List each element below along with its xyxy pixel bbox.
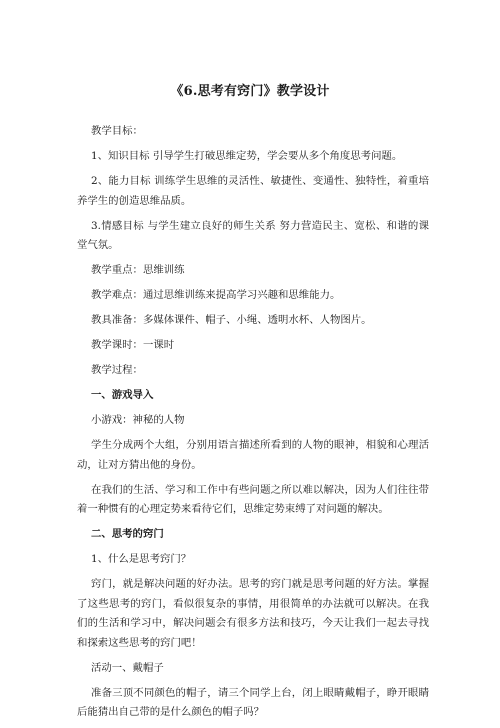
body-paragraph: 窍门，就是解决问题的好办法。思考的窍门就是思考问题的好方法。掌握了这些思考的窍门，看似很复杂的事情，用很简单的办法就可以解决。在我们的生活和学习中，解决问题会有很多方法和技巧，今天让我们一起去寻找和探索这些思考的窍门吧！ [77,578,429,649]
body-paragraph: 教学难点：通过思维训练来提高学习兴趣和思维能力。 [91,289,341,301]
body-paragraph: 教学过程： [91,364,143,376]
body-paragraph: 教学重点：思维训练 [91,264,185,276]
body-paragraph: 活动一、戴帽子 [91,661,164,674]
body-paragraph: 在我们的生活、学习和工作中有些问题之所以难以解决，因为人们往往带着一种惯有的心理定势来看待它们，思维定势束缚了对问题的解决。 [77,483,429,515]
body-paragraph: 准备三顶不同颜色的帽子，请三个同学上台，闭上眼睛戴帽子，睁开眼睛后能猜出自己带的是什么颜色的帽子吗？ [77,686,429,718]
body-paragraph: 教学目标： [91,125,143,137]
section-heading: 二、思考的窍门 [91,528,164,540]
document-title: 《6.思考有窍门》教学设计 [170,84,330,99]
document-body [77,122,429,728]
body-paragraph: 小游戏：神秘的人物 [91,414,185,426]
section-heading: 一、游戏导入 [91,389,154,401]
body-paragraph: 2、能力目标 训练学生思维的灵活性、敏捷性、变通性、独特性，着重培养学生的创造思维品质。 [77,175,429,207]
body-paragraph: 3.情感目标 与学生建立良好的师生关系 努力营造民主、宽松、和谐的课堂气氛。 [77,219,429,251]
body-paragraph: 学生分成两个大组，分别用语言描述所看到的人物的眼神，相貌和心理活动，让对方猜出他的身份。 [77,439,429,471]
body-paragraph: 1、什么是思考窍门？ [91,553,192,565]
body-paragraph: 教具准备：多媒体课件、帽子、小绳、透明水杯、人物图片。 [91,314,372,326]
body-paragraph: 1、知识目标 引导学生打破思维定势，学会要从多个角度思考问题。 [91,150,403,162]
body-paragraph: 教学课时：一课时 [91,339,175,351]
